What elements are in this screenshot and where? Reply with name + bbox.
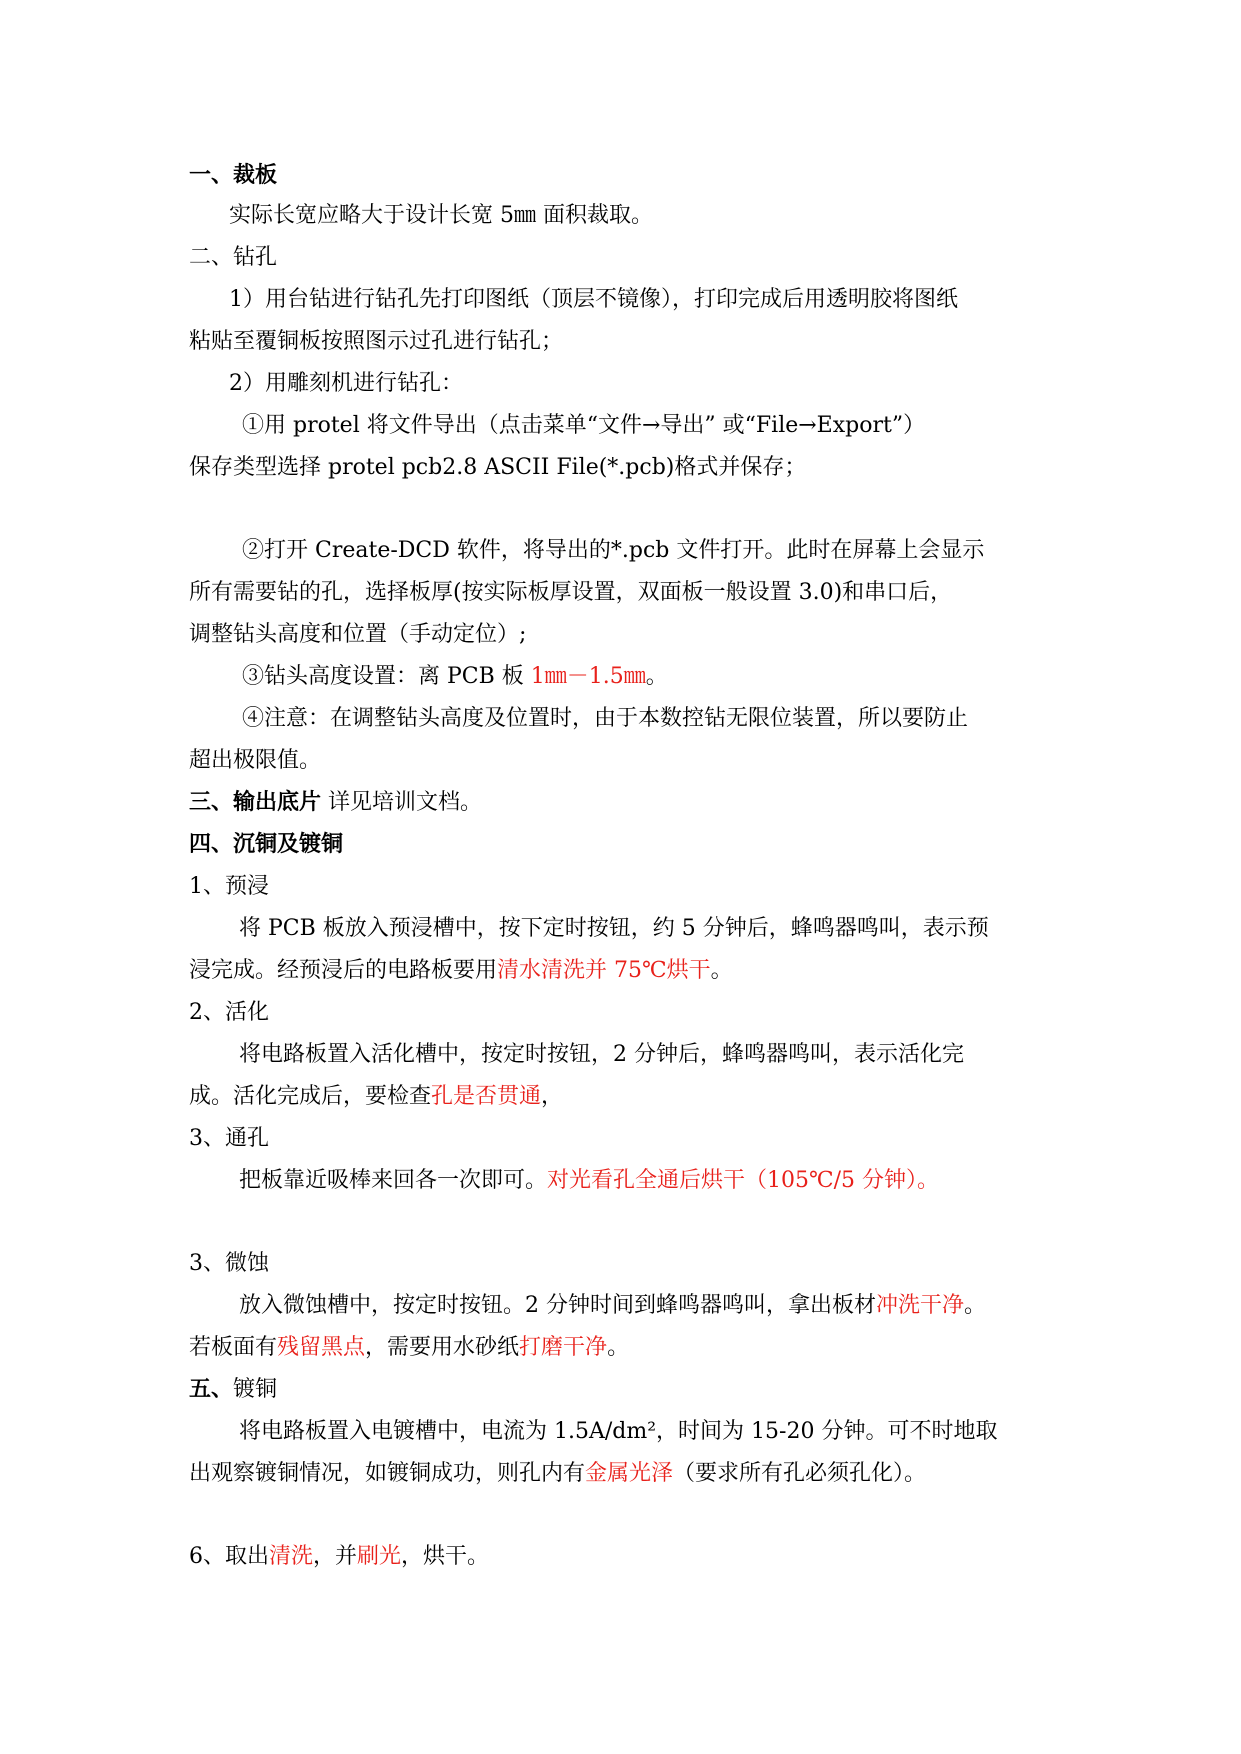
section-4-heading: 四、沉铜及镀铜 xyxy=(189,832,344,857)
sub-3-text: 把板靠近吸棒来回各一次即可。 xyxy=(239,1168,548,1193)
sub-4-highlight-2: 残留黑点 xyxy=(277,1335,366,1360)
sub-4-line-2 xyxy=(189,1334,1059,1362)
sub-2-text: 成。活化完成后，要检查 xyxy=(189,1084,432,1109)
step-2-line-3: 调整钻头高度和位置（手动定位）; xyxy=(189,622,527,647)
section-1-heading: 一、裁板 xyxy=(189,163,278,188)
section-5-line-2 xyxy=(189,1460,1059,1488)
section-5-end: （要求所有孔必须孔化）。 xyxy=(673,1461,927,1486)
sub-2-highlight: 孔是否贯通 xyxy=(431,1084,542,1109)
sub-4-line-1 xyxy=(239,1292,1109,1320)
sub-4-highlight: 冲洗干净 xyxy=(876,1293,965,1318)
sub-4-highlight-3: 打磨干净 xyxy=(519,1335,608,1360)
step-4-line-2: 超出极限值。 xyxy=(189,748,322,773)
sub-1-title: 1、预浸 xyxy=(189,874,269,899)
sub-1-line-1: 将 PCB 板放入预浸槽中，按下定时按钮，约 5 分钟后，蜂鸣器鸣叫，表示预 xyxy=(239,916,989,941)
sub-1-line-2 xyxy=(189,957,1059,985)
section-2-para-1-line-1: 1）用台钻进行钻孔先打印图纸（顶层不镜像），打印完成后用透明胶将图纸 xyxy=(229,287,958,312)
section-1-body: 实际长宽应略大于设计长宽 5㎜ 面积裁取。 xyxy=(229,203,653,228)
step-3-text: ③钻头高度设置：离 PCB 板 xyxy=(242,664,531,689)
section-5-line-1: 将电路板置入电镀槽中，电流为 1.5A/dm²，时间为 15-20 分钟。可不时地取 xyxy=(239,1419,998,1444)
sub-3-title: 3、通孔 xyxy=(189,1126,269,1151)
sub-4-text: 放入微蚀槽中，按定时按钮。2 分钟时间到蜂鸣器鸣叫，拿出板材 xyxy=(239,1293,876,1318)
section-3-line xyxy=(189,789,1059,817)
section-5-heading xyxy=(189,1376,1059,1404)
section-5-title: 镀铜 xyxy=(233,1377,278,1402)
step-6-highlight-2: 刷光 xyxy=(357,1544,402,1569)
sub-3-line xyxy=(239,1167,1109,1195)
sub-1-end: 。 xyxy=(710,958,733,983)
sub-4-end: 。 xyxy=(964,1293,987,1318)
sub-4-title: 3、微蚀 xyxy=(189,1251,269,1276)
section-3-body: 详见培训文档。 xyxy=(321,790,483,815)
sub-2-title: 2、活化 xyxy=(189,1000,269,1025)
step-2-line-1: ②打开 Create-DCD 软件，将导出的*.pcb 文件打开。此时在屏幕上会显示 xyxy=(242,538,985,563)
step-3-highlight: 1㎜－1.5㎜ xyxy=(530,664,646,689)
sub-2-line-2 xyxy=(189,1083,1059,1111)
step-6-line xyxy=(189,1543,1059,1571)
section-2-para-2: 2）用雕刻机进行钻孔： xyxy=(229,371,463,396)
step-3-line xyxy=(242,663,1112,691)
step-4-line-1: ④注意：在调整钻头高度及位置时，由于本数控钻无限位装置，所以要防止 xyxy=(242,706,969,731)
step-6-text-2: ，并 xyxy=(313,1544,358,1569)
section-5-number: 五、 xyxy=(189,1377,234,1402)
sub-3-highlight: 对光看孔全通后烘干（105℃/5 分钟）。 xyxy=(547,1168,940,1193)
sub-4-text-2: 若板面有 xyxy=(189,1335,278,1360)
sub-1-highlight: 清水清洗并 75℃烘干 xyxy=(497,958,711,983)
step-1-line-2: 保存类型选择 protel pcb2.8 ASCII File(*.pcb)格式并保存； xyxy=(189,455,807,480)
step-6-text: 6、取出 xyxy=(189,1544,269,1569)
sub-1-text: 浸完成。经预浸后的电路板要用 xyxy=(189,958,498,983)
step-2-line-2: 所有需要钻的孔，选择板厚(按实际板厚设置，双面板一般设置 3.0)和串口后， xyxy=(189,580,953,605)
section-5-highlight: 金属光泽 xyxy=(585,1461,674,1486)
step-3-end: 。 xyxy=(645,664,668,689)
sub-4-text-3: ，需要用水砂纸 xyxy=(365,1335,520,1360)
sub-2-line-1: 将电路板置入活化槽中，按定时按钮，2 分钟后，蜂鸣器鸣叫，表示活化完 xyxy=(239,1042,964,1067)
section-5-text: 出观察镀铜情况，如镀铜成功，则孔内有 xyxy=(189,1461,586,1486)
step-1-line-1: ①用 protel 将文件导出（点击菜单“文件→导出” 或“File→Export”） xyxy=(242,413,926,438)
step-6-highlight-1: 清洗 xyxy=(269,1544,314,1569)
section-2-heading: 二、钻孔 xyxy=(189,245,278,270)
section-3-heading: 三、输出底片 xyxy=(189,790,322,815)
sub-2-end: ， xyxy=(541,1084,564,1109)
sub-4-end-2: 。 xyxy=(607,1335,630,1360)
section-2-para-1-line-2: 粘贴至覆铜板按照图示过孔进行钻孔； xyxy=(189,329,564,354)
step-6-end: ，烘干。 xyxy=(401,1544,490,1569)
